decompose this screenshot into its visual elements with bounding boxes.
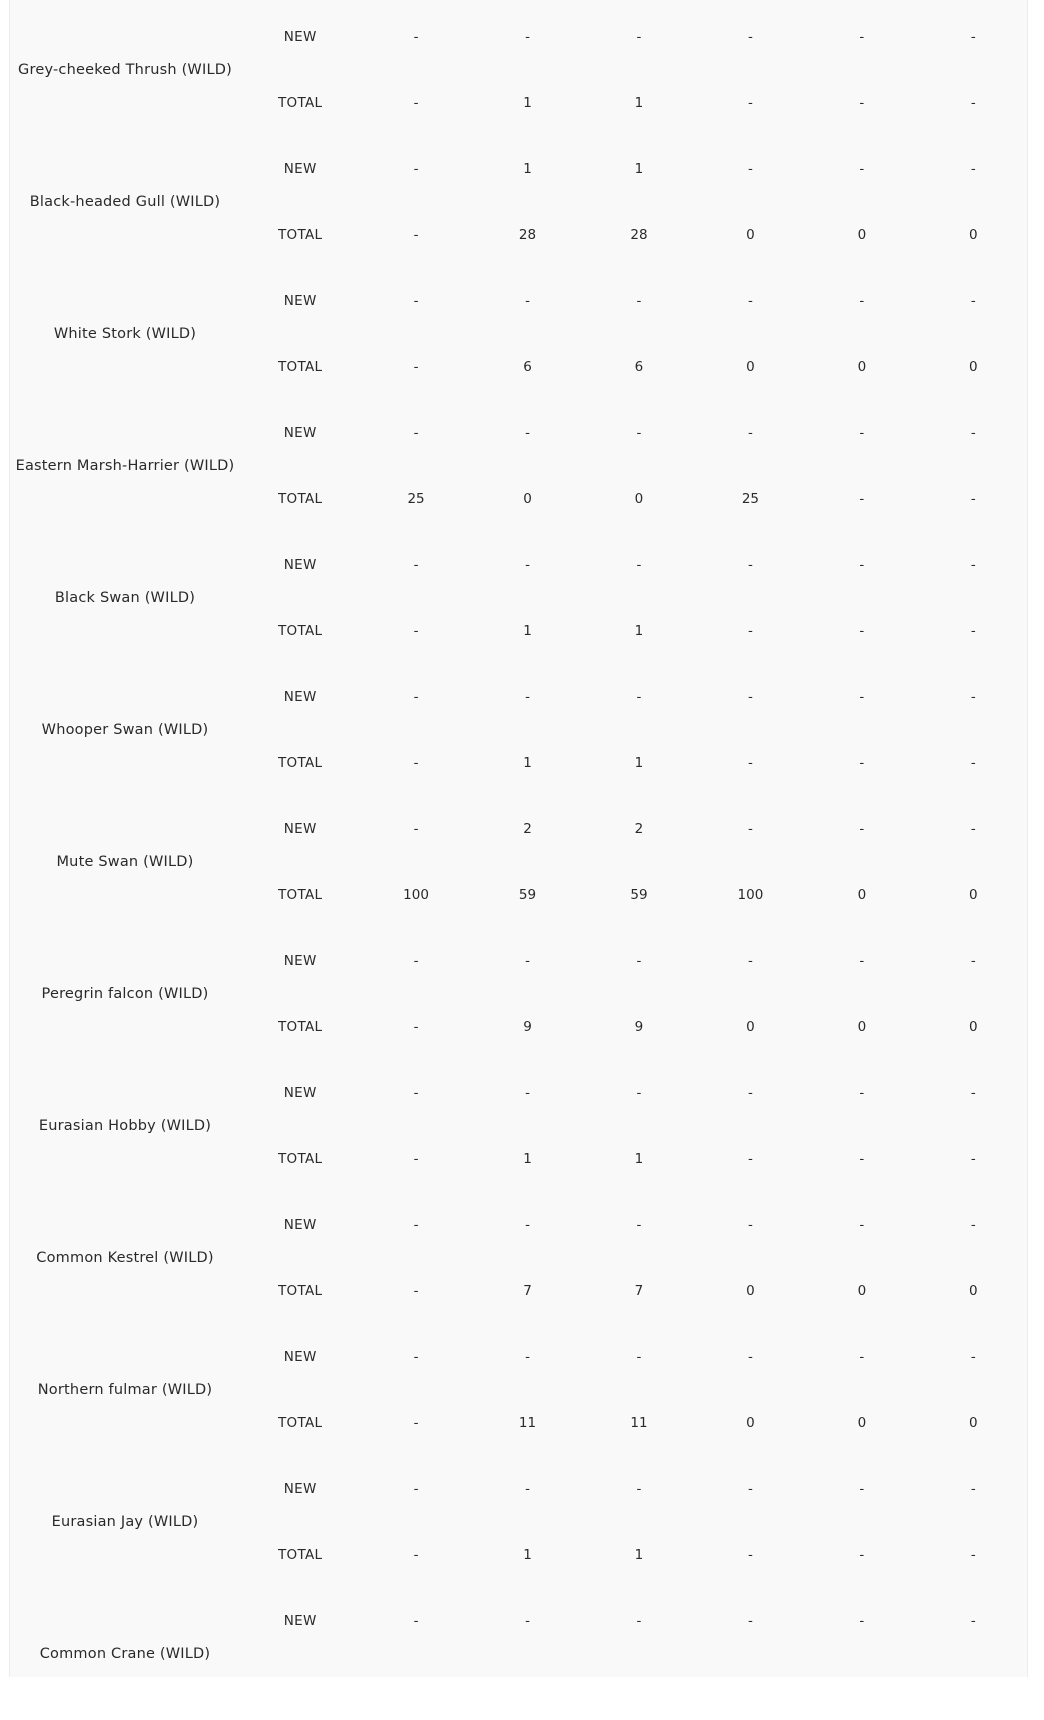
table-row (240, 928, 1029, 994)
table-cell: - (859, 1613, 865, 1629)
row-type-label: TOTAL (278, 227, 323, 243)
table-cell: - (413, 293, 419, 309)
table-cell: - (859, 1085, 865, 1101)
row-type-label: NEW (283, 953, 317, 969)
table-cell: - (413, 1283, 419, 1299)
table-cell: - (636, 425, 642, 441)
table-cell: - (859, 623, 865, 639)
table-cell: - (413, 821, 419, 837)
table-cell: - (859, 689, 865, 705)
table-row (240, 1060, 1029, 1126)
table-cell: - (747, 1481, 753, 1497)
table-row (240, 1126, 1029, 1192)
table-cell: - (413, 1481, 419, 1497)
row-type-label: TOTAL (278, 359, 323, 375)
table-cell: - (525, 953, 530, 969)
table-row (240, 1390, 1029, 1456)
table-row (240, 1258, 1029, 1324)
table-cell: - (413, 1217, 419, 1233)
table-cell: - (970, 293, 976, 309)
table-cell: 0 (969, 887, 978, 903)
species-group (10, 796, 1029, 928)
table-cell: - (636, 689, 642, 705)
table-cell: - (413, 425, 419, 441)
table-cell: - (970, 1151, 976, 1167)
table-cell: - (747, 293, 753, 309)
table-cell: 59 (518, 887, 537, 903)
table-cell: - (413, 1085, 419, 1101)
table-cell: - (413, 953, 419, 969)
table-cell: - (413, 227, 419, 243)
table-cell: 0 (857, 359, 867, 375)
table-row (240, 796, 1029, 862)
table-cell: 1 (523, 1547, 532, 1563)
species-name: Common Kestrel (WILD) (36, 1250, 214, 1266)
table-cell: - (747, 29, 753, 45)
species-statistics-table (10, 4, 1029, 1720)
table-cell: - (970, 1481, 976, 1497)
table-cell: 2 (634, 821, 644, 837)
table-cell: - (970, 1217, 976, 1233)
table-cell: - (747, 623, 753, 639)
table-cell: 0 (857, 227, 867, 243)
species-group (10, 1324, 1029, 1456)
species-group (10, 268, 1029, 400)
row-type-label: NEW (283, 1613, 317, 1629)
table-cell: - (970, 1085, 976, 1101)
table-cell: - (747, 953, 753, 969)
table-cell: 25 (741, 491, 759, 507)
row-type-label: NEW (283, 689, 317, 705)
species-name: Eastern Marsh-Harrier (WILD) (15, 458, 235, 474)
table-row (240, 466, 1029, 532)
table-cell: - (413, 29, 419, 45)
table-cell: 0 (969, 1019, 978, 1035)
row-type-label: TOTAL (278, 1283, 323, 1299)
table-cell: 0 (523, 491, 532, 507)
row-type-label: TOTAL (278, 491, 323, 507)
table-cell: 9 (523, 1019, 532, 1035)
row-type-label: NEW (283, 425, 317, 441)
table-cell: - (413, 1547, 419, 1563)
table-cell: - (525, 1217, 530, 1233)
table-cell: - (747, 821, 753, 837)
table-row (240, 1456, 1029, 1522)
table-cell: 0 (857, 1415, 867, 1431)
row-type-label: NEW (283, 29, 317, 45)
row-type-label: NEW (283, 1085, 317, 1101)
table-cell: - (413, 359, 419, 375)
table-cell: 1 (634, 1151, 644, 1167)
row-type-label: TOTAL (278, 1547, 323, 1563)
table-cell: - (413, 161, 419, 177)
table-cell: 28 (630, 227, 648, 243)
table-cell: - (970, 95, 976, 111)
table-row (240, 202, 1029, 268)
species-group (10, 1456, 1029, 1588)
table-cell: 7 (523, 1283, 532, 1299)
species-group (10, 928, 1029, 1060)
table-cell: 59 (630, 887, 648, 903)
row-type-label: TOTAL (278, 1019, 323, 1035)
table-cell: - (525, 29, 530, 45)
table-cell: - (970, 161, 976, 177)
table-row (240, 70, 1029, 136)
table-cell: - (525, 689, 530, 705)
table-cell: - (859, 95, 865, 111)
table-row (240, 268, 1029, 334)
table-cell: - (747, 1217, 753, 1233)
table-cell: - (636, 1613, 642, 1629)
table-cell: - (413, 623, 419, 639)
table-row (240, 598, 1029, 664)
table-cell: 0 (746, 227, 755, 243)
table-cell: - (747, 1349, 753, 1365)
table-cell: - (747, 161, 753, 177)
table-cell: - (747, 425, 753, 441)
table-cell: 1 (634, 161, 644, 177)
table-cell: - (747, 1613, 753, 1629)
row-type-label: NEW (283, 821, 317, 837)
table-cell: - (859, 161, 865, 177)
species-name: White Stork (WILD) (53, 326, 197, 342)
row-type-label: NEW (283, 1349, 317, 1365)
table-cell: - (859, 1349, 865, 1365)
table-cell: - (636, 953, 642, 969)
table-row (240, 400, 1029, 466)
species-group (10, 532, 1029, 664)
table-cell: 1 (523, 623, 532, 639)
table-cell: 1 (634, 95, 644, 111)
table-row (240, 1588, 1029, 1654)
table-cell: 6 (634, 359, 644, 375)
species-name: Common Crane (WILD) (39, 1646, 211, 1662)
table-cell: 9 (634, 1019, 644, 1035)
species-name: Eurasian Hobby (WILD) (38, 1118, 212, 1134)
table-cell: - (970, 1547, 976, 1563)
table-cell: - (970, 755, 976, 771)
species-name: Peregrin falcon (WILD) (41, 986, 209, 1002)
table-row (240, 730, 1029, 796)
species-group (10, 136, 1029, 268)
table-cell: - (859, 557, 865, 573)
table-cell: 0 (634, 491, 644, 507)
table-cell: - (413, 1415, 419, 1431)
row-type-label: TOTAL (278, 1415, 323, 1431)
table-cell: - (859, 821, 865, 837)
table-row (240, 664, 1029, 730)
table-cell: - (970, 689, 976, 705)
table-cell: - (413, 1151, 419, 1167)
table-cell: 0 (746, 359, 755, 375)
table-cell: - (413, 689, 419, 705)
table-cell: 0 (969, 1283, 978, 1299)
table-cell: - (747, 1151, 753, 1167)
table-cell: 0 (969, 359, 978, 375)
table-cell: - (636, 293, 642, 309)
table-cell: - (747, 1085, 753, 1101)
table-row (240, 334, 1029, 400)
table-cell: - (970, 1613, 976, 1629)
table-cell: 0 (857, 1283, 867, 1299)
table-cell: - (413, 1019, 419, 1035)
species-group (10, 1588, 1029, 1720)
table-row (240, 136, 1029, 202)
table-cell: - (970, 623, 976, 639)
table-cell: 1 (634, 623, 644, 639)
row-type-label: NEW (283, 1217, 317, 1233)
species-name: Mute Swan (WILD) (56, 854, 194, 870)
table-cell: - (525, 1481, 530, 1497)
table-cell: 0 (746, 1283, 755, 1299)
table-cell: - (747, 557, 753, 573)
species-name: Eurasian Jay (WILD) (51, 1514, 199, 1530)
table-cell: - (413, 557, 419, 573)
table-cell: 2 (523, 821, 532, 837)
species-group (10, 664, 1029, 796)
table-row (240, 994, 1029, 1060)
table-cell: - (413, 95, 419, 111)
table-cell: - (747, 1547, 753, 1563)
row-type-label: NEW (283, 557, 317, 573)
species-group (10, 400, 1029, 532)
table-cell: - (636, 557, 642, 573)
table-cell: - (525, 293, 530, 309)
table-cell: - (747, 755, 753, 771)
table-cell: - (636, 1085, 642, 1101)
table-cell: - (970, 1349, 976, 1365)
table-cell: - (859, 755, 865, 771)
table-cell: - (636, 29, 642, 45)
statistics-panel (9, 0, 1028, 1677)
table-cell: - (525, 557, 530, 573)
table-cell: - (859, 491, 865, 507)
table-cell: 1 (523, 755, 532, 771)
table-row (240, 1192, 1029, 1258)
table-cell: - (859, 1481, 865, 1497)
table-cell: - (970, 491, 976, 507)
species-name: Black-headed Gull (WILD) (29, 194, 221, 210)
species-group (10, 1192, 1029, 1324)
table-cell: - (859, 1547, 865, 1563)
table-cell: - (970, 29, 976, 45)
table-cell: 0 (857, 887, 867, 903)
row-type-label: NEW (283, 1481, 317, 1497)
table-cell: 1 (634, 755, 644, 771)
table-cell: - (859, 425, 865, 441)
table-cell: 100 (737, 887, 764, 903)
species-group (10, 1060, 1029, 1192)
row-type-label: NEW (283, 161, 317, 177)
table-cell: 11 (630, 1415, 648, 1431)
table-cell: - (525, 1085, 530, 1101)
table-cell: - (413, 755, 419, 771)
table-cell: 0 (969, 1415, 978, 1431)
table-cell: - (859, 293, 865, 309)
table-cell: 0 (746, 1415, 755, 1431)
table-cell: - (636, 1481, 642, 1497)
table-row (240, 862, 1029, 928)
row-type-label: TOTAL (278, 1151, 323, 1167)
table-cell: 0 (857, 1019, 867, 1035)
table-cell: - (525, 1613, 530, 1629)
row-type-label: NEW (283, 293, 317, 309)
row-type-label: TOTAL (278, 95, 323, 111)
table-row (240, 532, 1029, 598)
species-name: Grey-cheeked Thrush (WILD) (18, 62, 232, 78)
table-cell: 7 (634, 1283, 644, 1299)
table-cell: 6 (523, 359, 532, 375)
table-cell: 1 (634, 1547, 644, 1563)
table-cell: - (636, 1349, 642, 1365)
table-row (240, 4, 1029, 70)
table-cell: 0 (969, 227, 978, 243)
table-cell: 1 (523, 1151, 532, 1167)
table-row (240, 1522, 1029, 1588)
table-cell: - (970, 953, 976, 969)
table-cell: - (859, 953, 865, 969)
table-cell: 25 (407, 491, 425, 507)
row-type-label: TOTAL (278, 755, 323, 771)
table-cell: - (747, 95, 753, 111)
table-row (240, 1324, 1029, 1390)
table-cell: - (970, 425, 976, 441)
table-cell: - (413, 1613, 419, 1629)
table-cell: - (970, 557, 976, 573)
species-name: Whooper Swan (WILD) (41, 722, 209, 738)
table-cell: - (859, 29, 865, 45)
table-cell: - (970, 821, 976, 837)
table-cell: - (525, 425, 530, 441)
row-type-label: TOTAL (278, 623, 323, 639)
table-cell: 11 (518, 1415, 537, 1431)
row-type-label: TOTAL (278, 887, 323, 903)
species-name: Northern fulmar (WILD) (37, 1382, 213, 1398)
table-cell: - (413, 1349, 419, 1365)
table-cell: 100 (403, 887, 429, 903)
table-cell: - (747, 689, 753, 705)
table-cell: - (636, 1217, 642, 1233)
table-cell: - (859, 1151, 865, 1167)
table-cell: 1 (523, 161, 532, 177)
species-group (10, 4, 1029, 136)
table-cell: 28 (518, 227, 537, 243)
table-cell: - (525, 1349, 530, 1365)
table-cell: 1 (523, 95, 532, 111)
table-cell: 0 (746, 1019, 755, 1035)
table-cell: - (859, 1217, 865, 1233)
species-name: Black Swan (WILD) (54, 590, 196, 606)
